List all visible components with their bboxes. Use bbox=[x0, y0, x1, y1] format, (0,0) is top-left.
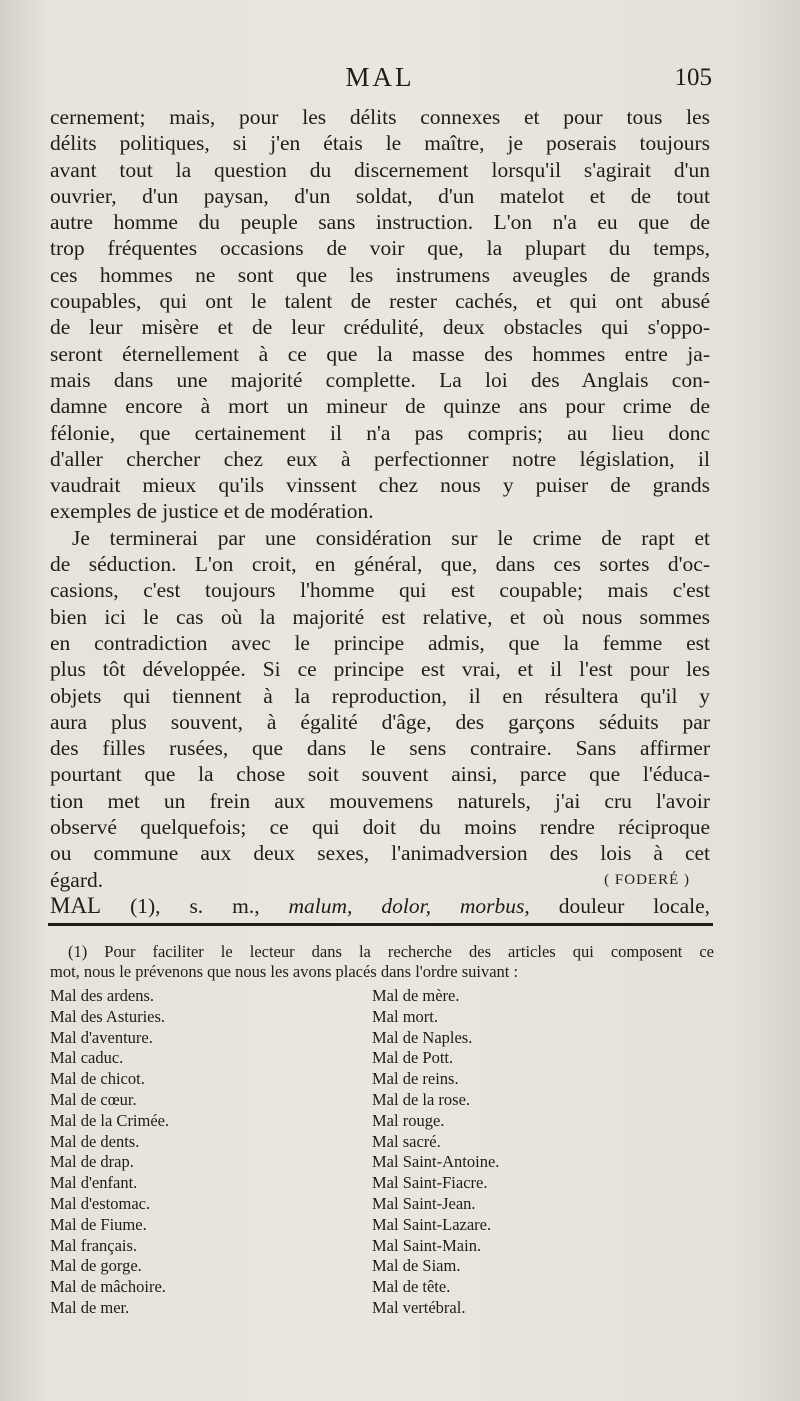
article-list-item: Mal Saint-Lazare. bbox=[372, 1214, 492, 1234]
running-head: MAL bbox=[345, 62, 415, 92]
article-list-item: Mal de chicot. bbox=[50, 1069, 145, 1089]
article-list-item: Mal Saint-Fiacre. bbox=[372, 1173, 488, 1193]
paragraph-rapt-seduction bbox=[50, 525, 710, 867]
text-line: casions, c'est toujours l'homme qui est coupable; mais c'est bbox=[50, 578, 710, 603]
text-line: félonie, que certainement il n'a pas compris; au lieu donc bbox=[50, 420, 710, 445]
footnote bbox=[50, 942, 714, 1317]
article-list-item: Mal de Pott. bbox=[372, 1048, 454, 1068]
text-line: coupables, qui ont le talent de rester cachés, et qui ont abusé bbox=[50, 289, 710, 314]
text-line: tion met un frein aux mouvemens naturels, j'ai cru l'avoir bbox=[50, 788, 710, 813]
page-number: 105 bbox=[674, 64, 712, 91]
article-list-item: Mal caduc. bbox=[50, 1048, 124, 1068]
article-list-item: Mal de tête. bbox=[372, 1277, 451, 1297]
text-line: de séduction. L'on croit, en général, que, dans ces sortes d'oc- bbox=[50, 552, 710, 577]
text-line: autre homme du peuple sans instruction. L'on n'a eu que de bbox=[50, 210, 710, 235]
text-line: vaudrait mieux qu'ils vinssent chez nous y puiser de grands bbox=[50, 473, 710, 498]
article-list-item: Mal de Naples. bbox=[372, 1027, 473, 1047]
article-list-item: Mal de mer. bbox=[50, 1297, 130, 1317]
author-signature: ( FODERÉ ) bbox=[604, 871, 690, 888]
article-list-item: Mal Saint-Antoine. bbox=[372, 1152, 500, 1172]
paragraph-end-text: égard. bbox=[50, 867, 104, 892]
footnote-line: mot, nous le prévenons que nous les avons placés dans l'ordre suivant : bbox=[50, 962, 519, 981]
text-line: exemples de justice et de modération. bbox=[50, 499, 374, 524]
article-list-item: Mal rouge. bbox=[372, 1110, 445, 1130]
entry-grammar: , s. m., bbox=[155, 893, 289, 918]
text-line: en contradiction avec le principe admis, que la femme est bbox=[50, 630, 710, 655]
text-line: Je terminerai par une considération sur le crime de rapt et bbox=[72, 525, 710, 550]
article-list-item: Mal de drap. bbox=[50, 1152, 134, 1172]
text-line: damne encore à mort un mineur de quinze ans pour crime de bbox=[50, 394, 710, 419]
article-list-item: Mal de dents. bbox=[50, 1131, 140, 1151]
article-list-right-column bbox=[372, 986, 692, 1319]
entry-headword: MAL bbox=[50, 892, 102, 918]
article-list-item: Mal de Fiume. bbox=[50, 1214, 147, 1234]
paragraph-end-line bbox=[50, 867, 710, 893]
entry-definition: , douleur locale, bbox=[524, 893, 711, 918]
text-line: cernement; mais, pour les délits connexes et pour tous les bbox=[50, 105, 710, 129]
article-list-item: Mal Saint-Main. bbox=[372, 1235, 482, 1255]
article-list-item: Mal des Asturies. bbox=[50, 1006, 166, 1026]
article-list-item: Mal d'aventure. bbox=[50, 1027, 153, 1047]
footnote-separator bbox=[48, 923, 713, 926]
text-line: mais dans une majorité complette. La loi des Anglais con- bbox=[50, 367, 710, 392]
text-line: plus tôt développée. Si ce principe est vrai, et il l'est pour les bbox=[50, 657, 710, 682]
text-line: seront éternellement à ce que la masse des hommes entre ja- bbox=[50, 341, 710, 366]
text-line: de leur misère et de leur crédulité, deux obstacles qui s'oppo- bbox=[50, 315, 710, 340]
text-line: des filles rusées, que dans le sens contraire. Sans affirmer bbox=[50, 736, 710, 761]
article-list-item: Mal de reins. bbox=[372, 1069, 459, 1089]
text-line: pourtant que la chose soit souvent ainsi, parce que l'éduca- bbox=[50, 762, 710, 787]
article-list-item: Mal d'enfant. bbox=[50, 1173, 138, 1193]
article-list-item: Mal de mâchoire. bbox=[50, 1277, 166, 1297]
article-list-item: Mal de mère. bbox=[372, 986, 460, 1005]
text-line: observé quelquefois; ce qui doit du moins rendre réciproque bbox=[50, 815, 710, 840]
article-list-item: Mal Saint-Jean. bbox=[372, 1193, 476, 1213]
dictionary-entry bbox=[50, 893, 710, 919]
article-list-item: Mal d'estomac. bbox=[50, 1193, 151, 1213]
article-list-item: Mal de Siam. bbox=[372, 1256, 461, 1276]
article-list-item: Mal de gorge. bbox=[50, 1256, 142, 1276]
article-list-item: Mal des ardens. bbox=[50, 986, 155, 1005]
entry-note-reference: (1) bbox=[130, 893, 156, 918]
text-line: aura plus souvent, à égalité d'âge, des garçons séduits par bbox=[50, 709, 710, 734]
article-list-item: Mal de la rose. bbox=[372, 1089, 471, 1109]
footnote-line: (1) Pour faciliter le lecteur dans la recherche des articles qui composent ce bbox=[68, 942, 714, 961]
text-line: délits politiques, si j'en étais le maître, je poserais toujours bbox=[50, 131, 710, 156]
main-text bbox=[50, 104, 710, 919]
article-list-item: Mal français. bbox=[50, 1235, 138, 1255]
entry-latin-terms: malum, dolor, morbus bbox=[288, 893, 525, 918]
text-line: avant tout la question du discernement lorsqu'il s'agirait d'un bbox=[50, 157, 710, 182]
paragraph-discernement bbox=[50, 104, 710, 525]
article-list-item: Mal sacré. bbox=[372, 1131, 441, 1151]
article-list-item: Mal de cœur. bbox=[50, 1089, 137, 1109]
article-list-item: Mal vertébral. bbox=[372, 1297, 466, 1317]
article-list-left-column bbox=[50, 986, 350, 1319]
text-line: ouvrier, d'un paysan, d'un soldat, d'un matelot et de tout bbox=[50, 183, 710, 208]
text-line: bien ici le cas où la majorité est relative, et où nous sommes bbox=[50, 604, 710, 629]
text-line: d'aller chercher chez eux à perfectionner notre législation, il bbox=[50, 446, 710, 471]
article-list-item: Mal de la Crimée. bbox=[50, 1110, 170, 1130]
text-line: objets qui tiennent à la reproduction, il en résultera qu'il y bbox=[50, 683, 710, 708]
page-header bbox=[48, 62, 712, 102]
text-line: trop fréquentes occasions de voir que, la plupart du temps, bbox=[50, 236, 710, 261]
text-line: ou commune aux deux sexes, l'animadversion des lois à cet bbox=[50, 841, 710, 866]
text-line: ces hommes ne sont que les instrumens aveugles de grands bbox=[50, 262, 710, 287]
article-list-item: Mal mort. bbox=[372, 1006, 438, 1026]
